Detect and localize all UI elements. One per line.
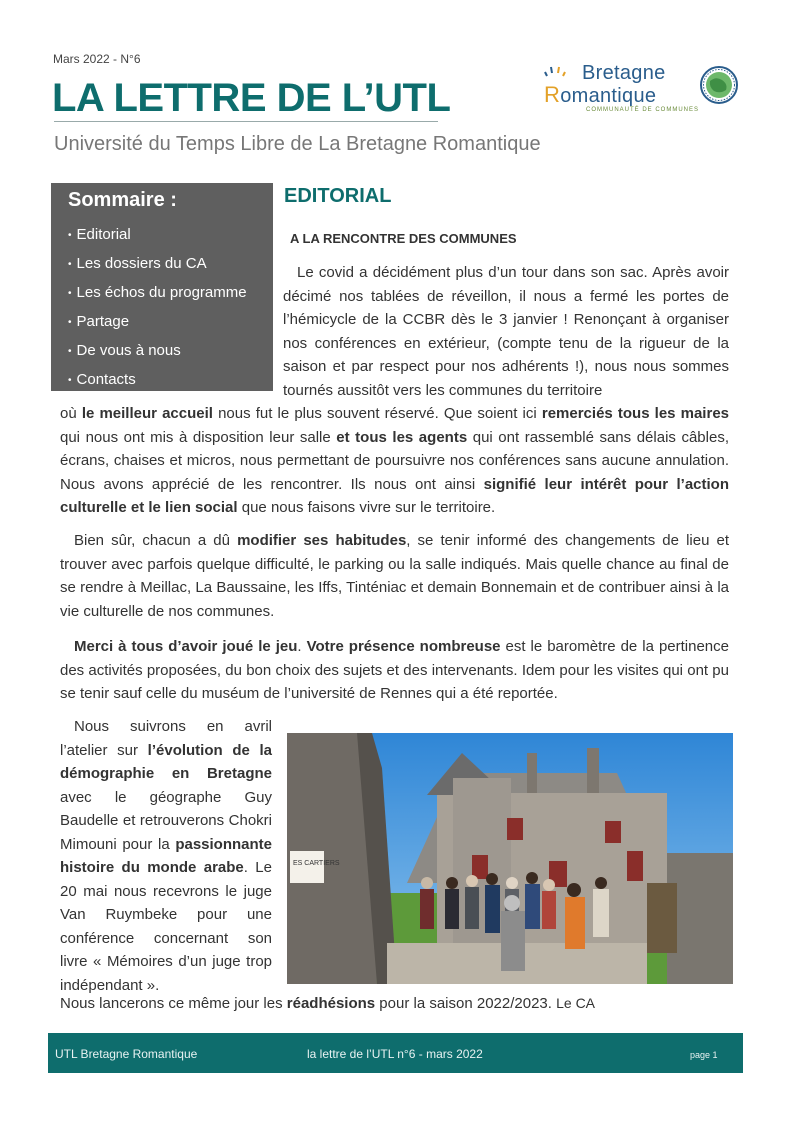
bullet-icon: • (68, 346, 72, 357)
issue-date: Mars 2022 - N°6 (53, 52, 141, 66)
text-run: nous fut le plus souvent réservé. Que soient ici (212, 405, 542, 422)
bold-text-run: l’évolution de la démographie en Bretagne (60, 741, 272, 782)
footer-page-number: page 1 (690, 1050, 718, 1060)
bold-text-run: le meilleur accueil (81, 405, 213, 422)
footer-issue: la lettre de l’UTL n°6 - mars 2022 (307, 1047, 483, 1061)
text-run: Nous suivrons en avril l’atelier sur (60, 718, 272, 759)
bullet-icon: • (68, 288, 72, 299)
bullet-icon: • (68, 317, 72, 328)
text-run: , se tenir informé des changements de lieu et trouver avec parfois quelque difficulté, le parking ou la salle indiqués. Mais quelle chance au final de se rendre à Meillac, La Baussaine, les Iffs, Tinténiac et demain Bonnemain et de contribuer ainsi à la vie culturelle de nos communes. (60, 532, 730, 620)
text-run: Bien sûr, chacun a dû (74, 532, 238, 549)
editorial-subheading: A LA RENCONTRE DES COMMUNES (290, 231, 517, 246)
signature-text: Le CA (556, 995, 596, 1011)
editorial-paragraph-2 (60, 402, 729, 520)
manor-visit-photo (287, 733, 733, 984)
bold-text-run: remerciés tous les maires (541, 405, 729, 422)
editorial-heading: EDITORIAL (284, 185, 392, 207)
footer-organization: UTL Bretagne Romantique (55, 1047, 198, 1061)
bold-text-run: réadhésions (286, 995, 376, 1012)
logo-word-bretagne: Bretagne (582, 62, 666, 84)
toc-item[interactable]: • Les échos du programme (68, 284, 247, 301)
page-footer (48, 1033, 743, 1073)
toc-list (68, 221, 247, 395)
text-run: pour la saison 2022/2023. (375, 995, 557, 1012)
logo-word-romantique: Romantique (544, 82, 657, 107)
bold-text-run: passionnante histoire du monde arabe (60, 835, 272, 876)
text-run: que nous faisons vivre sur le territoire. (237, 499, 496, 516)
editorial-paragraph-3 (60, 529, 729, 623)
editorial-paragraph-4 (60, 635, 729, 706)
editorial-paragraph-5 (60, 715, 272, 997)
bold-text-run: signifié leur intérêt pour l’action culturelle et le lien social (60, 475, 729, 516)
text-run: où (60, 405, 82, 422)
sun-rays-icon (544, 64, 566, 78)
bullet-icon: • (68, 230, 72, 241)
text-run: avec le géographe Guy Baudelle et retrouverons Chokri Mimouni pour la (60, 788, 272, 853)
toc-item[interactable]: • De vous à nous (68, 342, 181, 359)
newsletter-title: LA LETTRE DE L’UTL (52, 76, 451, 120)
bold-text-run: modifier ses habitudes (237, 532, 407, 549)
photo-sign-text: ES CARTIERS (293, 860, 340, 867)
text-run: qui ont rassemblé sans délais câbles, écrans, chaises et micros, nous permettant de poursuivre nos conférences sans aucune annulation. Nous avons apprécié de les rencontrer. Ils nous ont ainsi (60, 428, 729, 493)
bullet-icon: • (68, 375, 72, 386)
title-divider (54, 121, 438, 122)
toc-item[interactable]: • Contacts (68, 371, 136, 388)
editorial-paragraph-1: Le covid a décidément plus d’un tour dans son sac. Après avoir décimé nos tablées de réveillon, il nous a fermé les portes de l’hémicycle de la CCBR dès le 3 janvier ! Renonçant à organiser nos conférences en extérieur, (compte tenu de la rigueur de la saison et par respect pour nos adhérents !), nous nous sommes tournés aussitôt vers les communes du territoire (283, 264, 729, 399)
toc-item[interactable]: • Partage (68, 313, 130, 330)
bold-text-run: Merci à tous d’avoir joué le jeu (74, 638, 298, 655)
bretagne-romantique-logo (540, 62, 740, 122)
bullet-icon: • (68, 259, 72, 270)
logo-tagline: COMMUNAUTÉ DE COMMUNES (586, 107, 699, 113)
globe-emblem-icon (700, 66, 738, 104)
toc-item[interactable]: • Les dossiers du CA (68, 255, 207, 272)
editorial-paragraph-6 (60, 992, 729, 1016)
newsletter-subtitle: Université du Temps Libre de La Bretagne Romantique (54, 133, 541, 155)
text-run: qui nous ont mis à disposition leur salle (60, 428, 337, 446)
text-run: . Le 20 mai nous recevrons le juge Van Ruymbeke pour une conférence concernant son livre « Mémoires d’un juge trop indépendant ». (60, 859, 272, 994)
toc-item[interactable]: • Editorial (68, 226, 131, 243)
table-of-contents (51, 183, 273, 391)
bold-text-run: Votre présence nombreuse (306, 638, 501, 655)
text-run: Nous lancerons ce même jour les (60, 995, 287, 1012)
text-run: . (297, 638, 307, 655)
text-run: est le baromètre de la pertinence des activités proposées, du bon choix des sujets et des intervenants. Idem pour les visites qui ont pu se tenir sauf celle du muséum de l’université de Rennes qui a été reportée. (60, 638, 729, 702)
toc-title: Sommaire : (68, 189, 177, 211)
bold-text-run: et tous les agents (336, 428, 468, 446)
